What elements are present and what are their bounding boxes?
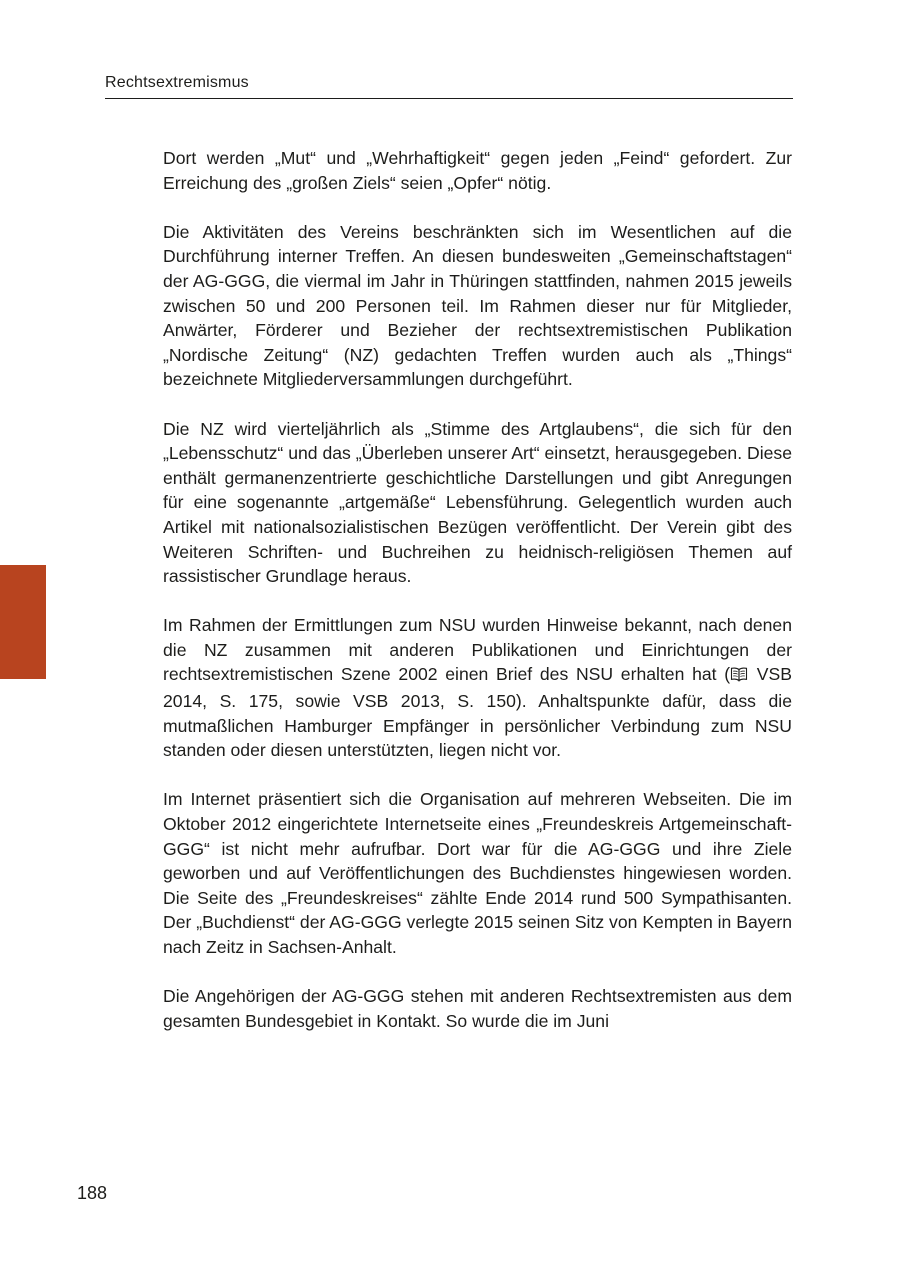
paragraph-4-text-before: Im Rahmen der Ermittlungen zum NSU wurden Hinweise bekannt, nach denen die NZ zusammen mit anderen Publikationen und Einrichtungen der rechtsextremistischen Szene 2002 einen Brief des NSU erhalten hat (	[163, 615, 792, 685]
paragraph-3: Die NZ wird vierteljährlich als „Stimme des Artglaubens“, die sich für den „Lebensschutz“ und das „Überleben unserer Art“ einsetzt, herausgegeben. Diese enthält germanenzentrierte geschichtliche Darstellungen und gibt Anregungen für eine sogenannte „artgemäße“ Lebensführung. Gelegentlich wurden auch Artikel mit nationalsozialistischen Bezügen veröffentlicht. Der Verein gibt des Weiteren Schriften- und Buchreihen zu heidnisch-religiösen Themen auf rassistischer Grundlage heraus.	[163, 418, 792, 587]
paragraph-1: Dort werden „Mut“ und „Wehrhaftigkeit“ gegen jeden „Feind“ gefordert. Zur Erreichung des „großen Ziels“ seien „Opfer“ nötig.	[163, 148, 792, 193]
header-rule	[105, 98, 793, 99]
paragraph-6: Die Angehörigen der AG-GGG stehen mit anderen Rechtsextremisten aus dem gesamten Bundesgebiet in Kontakt. So wurde die im Juni	[163, 986, 792, 1031]
chapter-tab-marker	[0, 565, 46, 679]
paragraph-2: Die Aktivitäten des Vereins beschränkten sich im Wesentlichen auf die Durchführung interner Treffen. An diesen bundesweiten „Gemeinschaftstagen“ der AG-GGG, die viermal im Jahr in Thüringen stattfinden, nahmen 2015 jeweils zwischen 50 und 200 Personen teil. Im Rahmen dieser nur für Mitglieder, Anwärter, Förderer und Bezieher der rechtsextremistischen Publikation „Nordische Zeitung“ (NZ) gedachten Treffen wurden auch als „Things“ bezeichnete Mitgliederversammlungen durchgeführt.	[163, 221, 792, 390]
paragraph-4	[163, 613, 792, 763]
book-reference-icon	[730, 664, 748, 689]
paragraph-5: Im Internet präsentiert sich die Organisation auf mehreren Webseiten. Die im Oktober 2012 eingerichtete Internetseite eines „Freundeskreis Artgemeinschaft-GGG“ ist nicht mehr aufrufbar. Dort war für die AG-GGG und ihre Ziele geworben und auf Veröffentlichungen des Buchdienstes hingewiesen worden. Die Seite des „Freundeskreises“ zählte Ende 2014 rund 500 Sympathisanten. Der „Buchdienst“ der AG-GGG verlegte 2015 seinen Sitz von Kempten in Bayern nach Zeitz in Sachsen-Anhalt.	[163, 789, 792, 957]
body-text	[163, 146, 792, 1058]
paragraph-4-text-after: VSB 2014, S. 175, sowie VSB 2013, S. 150). Anhaltspunkte dafür, dass die mutmaßlichen Hamburger Empfänger in persönlicher Verbindung zum NSU standen oder diesen unterstützten, liegen nicht vor.	[163, 664, 792, 761]
page-number: 188	[77, 1183, 108, 1203]
running-header: Rechtsextremismus	[105, 74, 249, 91]
